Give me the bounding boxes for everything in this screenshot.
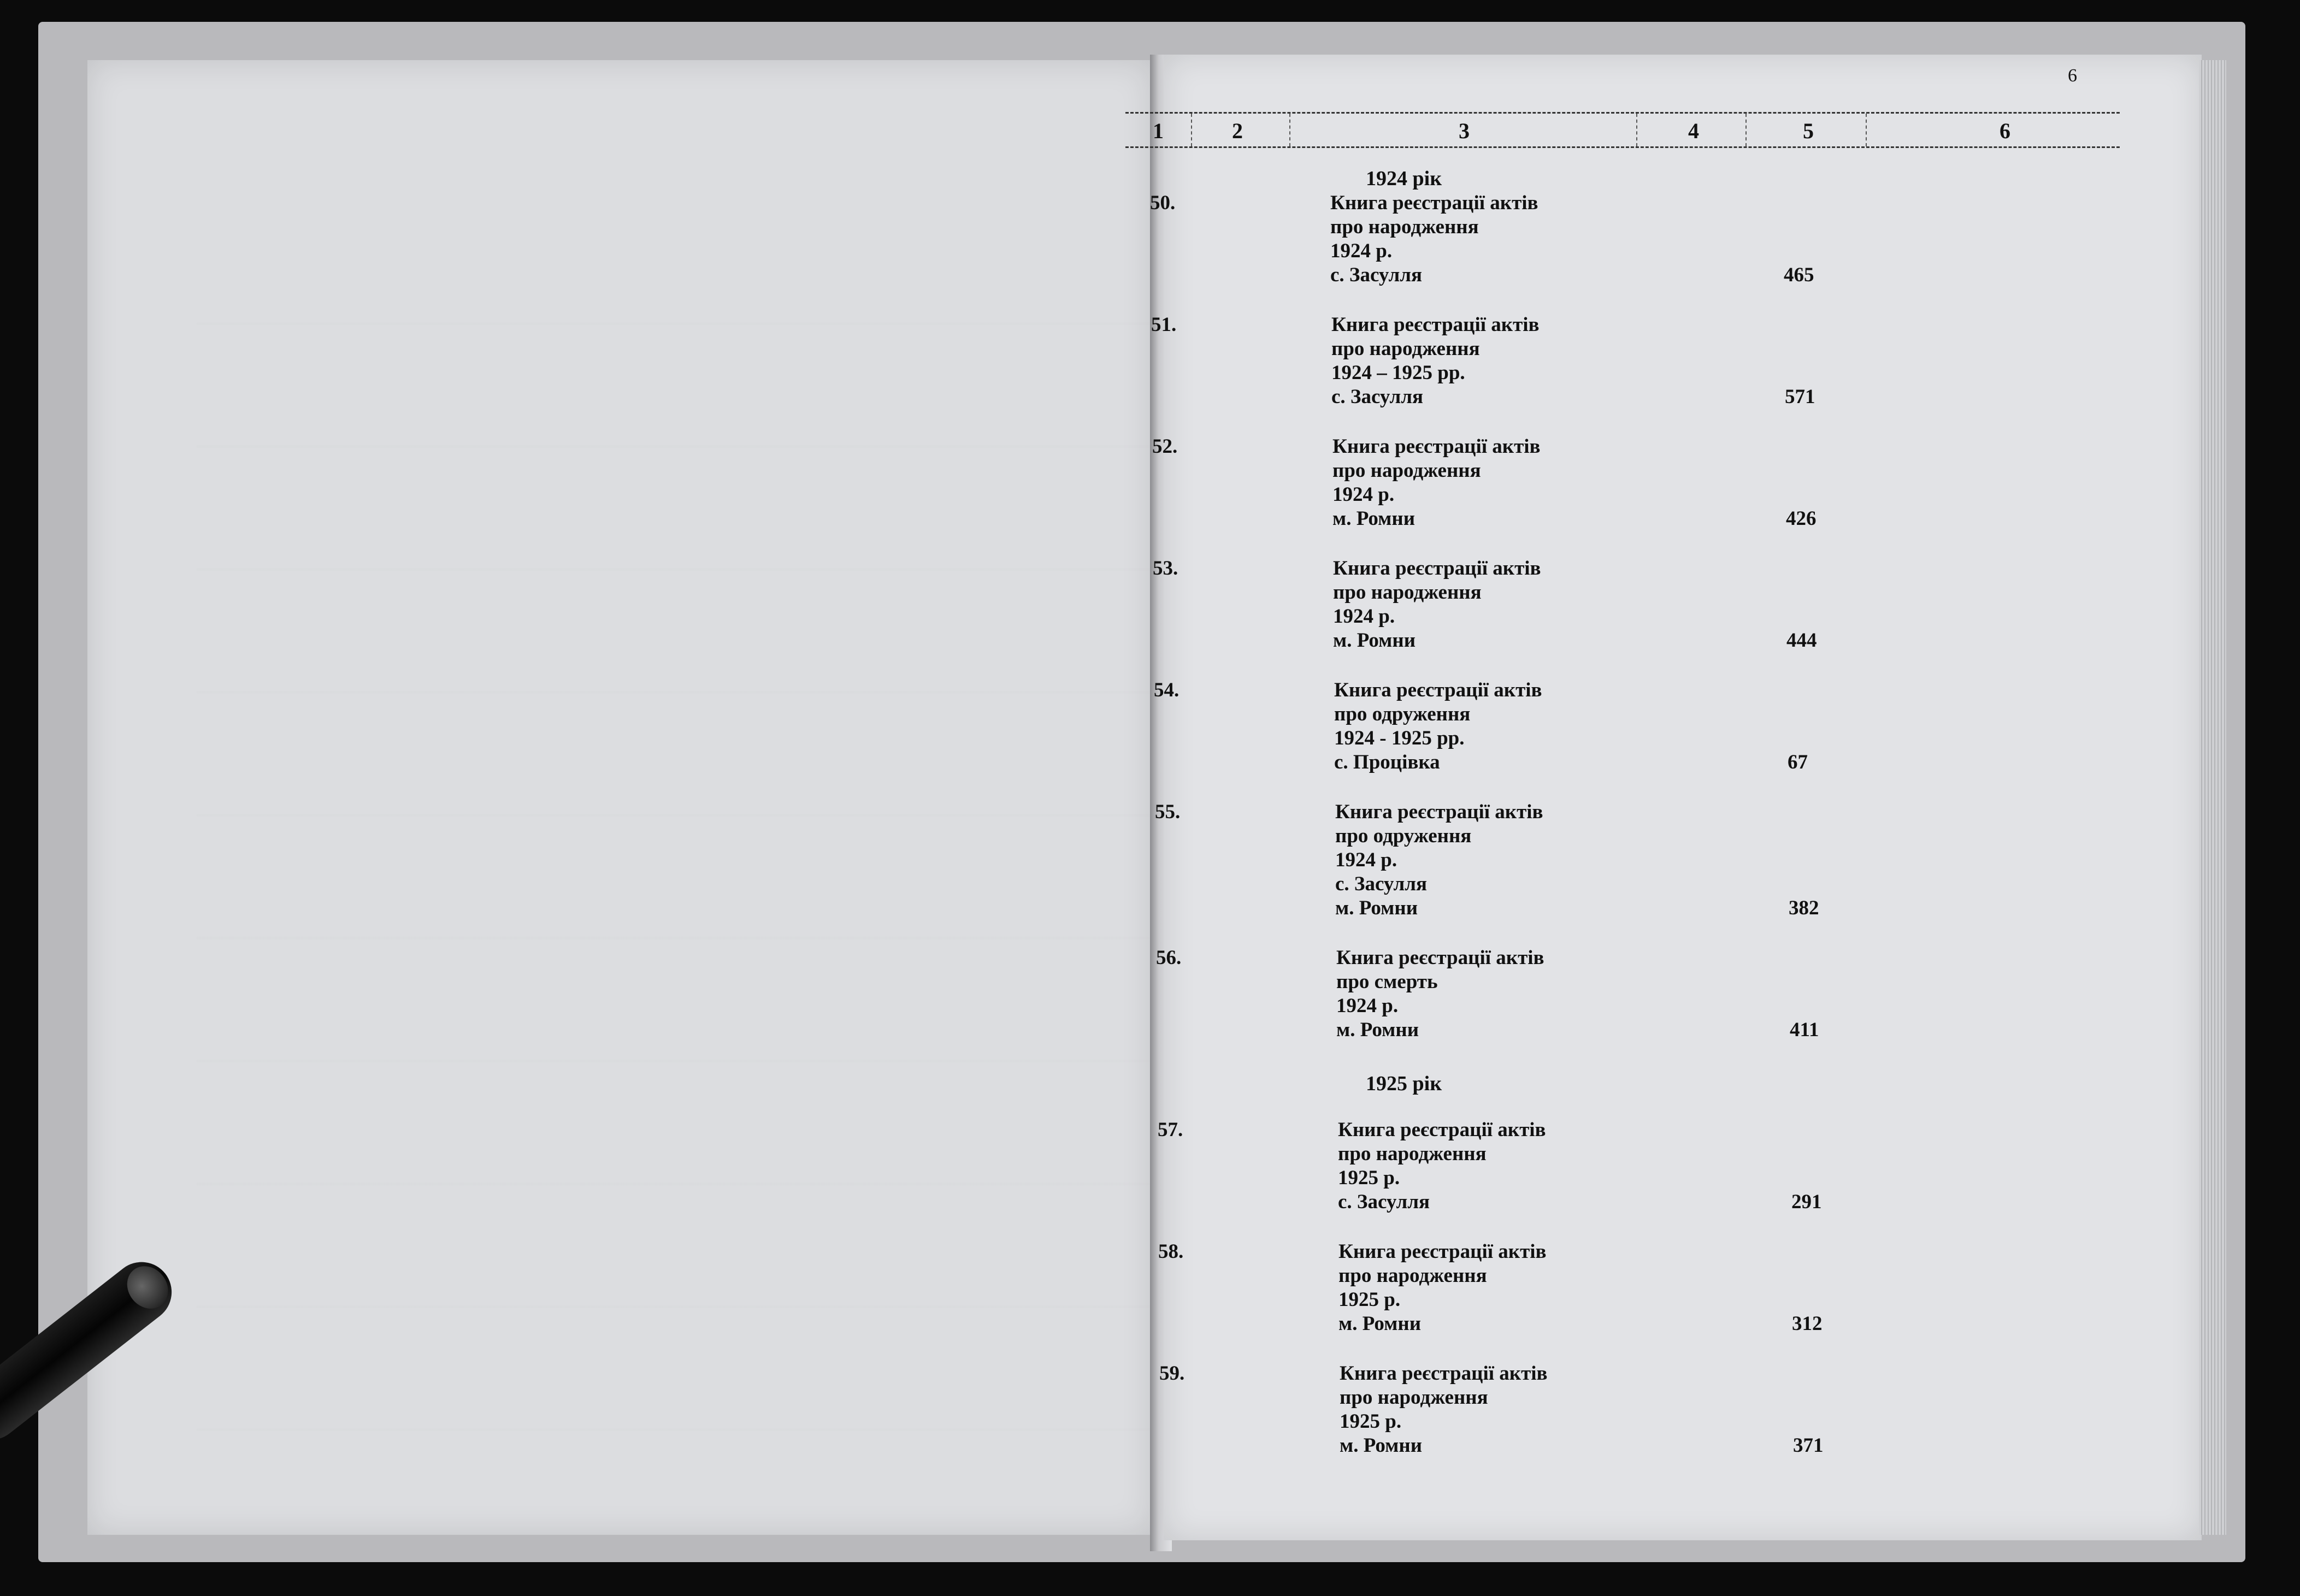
entry-count: 411 [1790,1019,1819,1041]
description-line: Книга реєстрації актів [1333,557,1541,580]
entry-number: 56. [1156,947,1182,969]
entry-count: 291 [1791,1191,1822,1213]
description-line: с. Засулля [1335,873,1427,895]
description-line: Книга реєстрації актів [1338,1119,1546,1141]
entry-count: 371 [1793,1434,1824,1457]
entry-number: 53. [1153,557,1178,580]
page-number: 6 [2068,66,2077,86]
entry-count: 67 [1788,751,1808,773]
year-heading: 1924 рік [1366,167,1442,190]
column-header: 6 [2000,119,2010,143]
entry-number: 54. [1154,679,1180,701]
entry-number: 59. [1159,1362,1185,1385]
entry-description [1331,313,1540,409]
description-line: 1924 р. [1330,240,1393,262]
description-line: про народження [1332,459,1481,482]
page-edges [2199,60,2226,1535]
entry-count: 312 [1792,1313,1823,1335]
description-line: Книга реєстрації актів [1338,1240,1547,1263]
description-line: 1924 р. [1336,995,1399,1017]
right-page [1164,55,2202,1540]
description-line: м. Ромни [1333,629,1416,652]
description-line: про одруження [1334,703,1471,725]
bleed-through-text [197,202,1153,1458]
description-line: 1924 р. [1332,483,1395,506]
entry-count: 382 [1789,897,1819,919]
description-line: Книга реєстрації актів [1336,947,1544,969]
description-line: м. Ромни [1335,897,1418,919]
left-page [87,60,1153,1535]
column-header: 1 [1153,119,1164,143]
entry-description [1332,435,1541,531]
column-header: 2 [1232,119,1243,143]
description-line: Книга реєстрації актів [1335,801,1543,823]
entry-description [1338,1240,1547,1336]
entry-count: 465 [1784,264,1814,286]
entry-description [1333,557,1541,653]
entry-number: 55. [1155,801,1181,823]
column-separator [1289,114,1290,146]
entry-description [1334,678,1542,775]
entry-number: 52. [1152,435,1178,458]
column-separator [1745,114,1747,146]
entry-description [1336,946,1544,1042]
entry-count: 426 [1786,507,1817,530]
column-header: 4 [1688,119,1699,143]
column-header: 3 [1459,119,1470,143]
column-header: 5 [1803,119,1814,143]
column-separator [1866,114,1867,146]
description-line: про народження [1330,216,1479,238]
description-line: 1924 р. [1333,605,1395,628]
description-line: 1924 - 1925 рр. [1334,727,1465,749]
description-line: м. Ромни [1336,1019,1419,1041]
description-line: про смерть [1336,971,1438,993]
description-line: м. Ромни [1332,507,1416,530]
entry-description [1340,1362,1548,1458]
description-line: про народження [1340,1386,1488,1409]
description-line: с. Засулля [1338,1191,1430,1213]
description-line: Книга реєстрації актів [1340,1362,1548,1385]
description-line: с. Засулля [1330,264,1422,286]
description-line: 1924 – 1925 рр. [1331,362,1465,384]
entry-number: 58. [1158,1240,1184,1263]
entry-count: 444 [1786,629,1817,652]
description-line: с. Засулля [1331,386,1423,408]
open-book [38,22,2245,1562]
entry-number: 50. [1150,192,1176,214]
description-line: про народження [1338,1143,1487,1165]
description-line: 1925 р. [1338,1288,1401,1311]
year-heading: 1925 рік [1366,1072,1442,1095]
description-line: 1925 р. [1338,1167,1400,1189]
entry-number: 57. [1158,1119,1183,1141]
description-line: 1924 р. [1335,849,1397,871]
entry-count: 571 [1785,386,1815,408]
description-line: Книга реєстрації актів [1330,192,1538,214]
description-line: про народження [1333,581,1482,604]
description-line: м. Ромни [1340,1434,1423,1457]
description-line: Книга реєстрації актів [1331,314,1540,336]
description-line: м. Ромни [1338,1313,1422,1335]
description-line: про народження [1338,1264,1487,1287]
description-line: с. Процівка [1334,751,1440,773]
column-separator [1191,114,1192,146]
description-line: Книга реєстрації актів [1332,435,1541,458]
entry-description [1335,800,1543,920]
entry-number: 51. [1151,314,1177,336]
entry-description [1338,1118,1546,1214]
column-separator [1636,114,1637,146]
column-header-row [1125,112,2120,148]
description-line: Книга реєстрації актів [1334,679,1542,701]
description-line: про народження [1331,338,1480,360]
description-line: про одруження [1335,825,1472,847]
description-line: 1925 р. [1340,1410,1402,1433]
entry-description [1330,191,1538,287]
